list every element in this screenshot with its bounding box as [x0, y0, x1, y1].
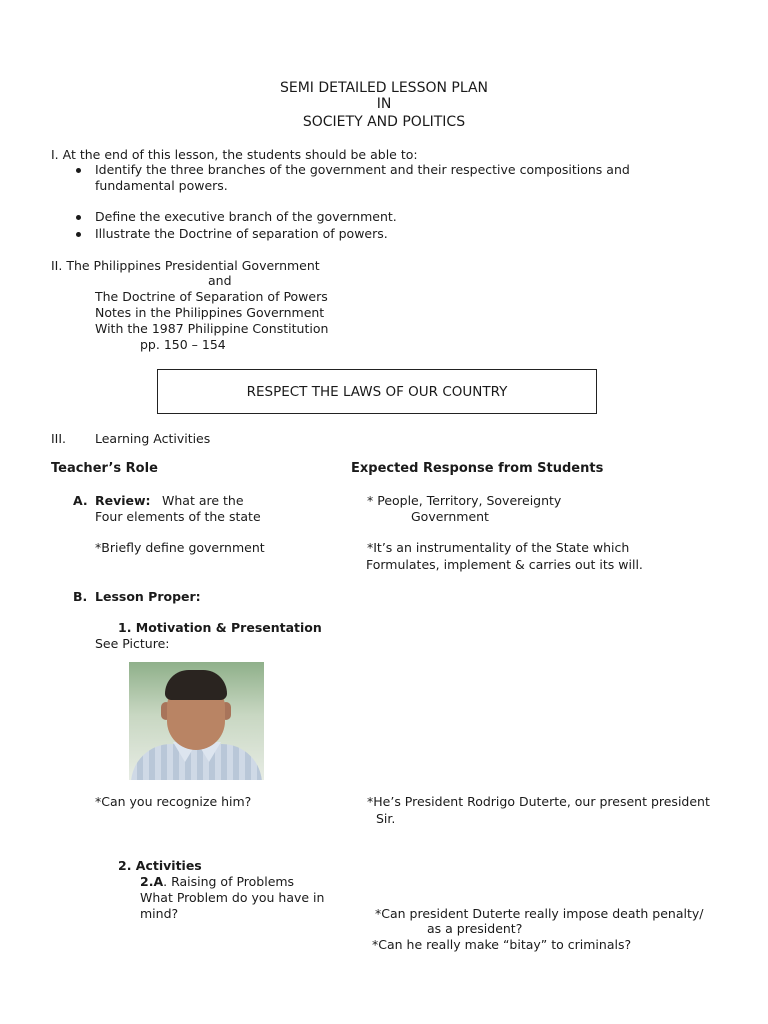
recognize-answer-1: *He’s President Rodrigo Duterte, our present president	[367, 794, 710, 809]
review-question-2: Four elements of the state	[95, 509, 261, 524]
student-column-header: Expected Response from Students	[351, 461, 604, 476]
value-box-text: RESPECT THE LAWS OF OUR COUNTRY	[246, 383, 508, 400]
bullet-icon	[76, 232, 81, 237]
bullet-icon	[76, 215, 81, 220]
lesson-letter: B.	[73, 589, 88, 604]
raising-number: 2.A	[140, 874, 164, 889]
motivation-heading: 1. Motivation & Presentation	[118, 620, 322, 635]
subject-line-1: II. The Philippines Presidential Government	[51, 258, 320, 273]
president-photo	[129, 662, 264, 780]
objective-item-1-cont: fundamental powers.	[95, 178, 228, 193]
teacher-column-header: Teacher’s Role	[51, 461, 158, 476]
lesson-label: Lesson Proper:	[95, 589, 201, 604]
subject-line-4: Notes in the Philippines Government	[95, 305, 325, 320]
subject-pages: pp. 150 – 154	[140, 337, 226, 352]
problem-question-2: mind?	[140, 906, 179, 921]
subject-line-3: The Doctrine of Separation of Powers	[95, 289, 328, 304]
recognize-question: *Can you recognize him?	[95, 794, 252, 809]
review-answer-1: * People, Territory, Sovereignty	[367, 493, 562, 508]
value-box	[157, 369, 597, 414]
title-line-3: SOCIETY AND POLITICS	[302, 114, 466, 130]
define-answer-1: *It’s an instrumentality of the State which	[367, 540, 630, 555]
recognize-answer-2: Sir.	[376, 811, 396, 826]
objective-item-1: Identify the three branches of the government and their respective compositions and	[95, 162, 630, 177]
section-numeral: III.	[51, 431, 67, 446]
problem-answer-1: *Can president Duterte really impose death penalty/	[375, 906, 704, 921]
see-picture-label: See Picture:	[95, 636, 170, 651]
objective-item-3: Illustrate the Doctrine of separation of powers.	[95, 226, 388, 241]
title-line-2: IN	[376, 96, 392, 112]
problem-question-1: What Problem do you have in	[140, 890, 325, 905]
review-letter: A.	[73, 493, 88, 508]
activities-heading: 2. Activities	[118, 858, 202, 873]
review-question-1: What are the	[162, 493, 244, 508]
problem-answer-3: *Can he really make “bitay” to criminals?	[372, 937, 632, 952]
photo-hair	[165, 670, 227, 700]
objectives-intro: I. At the end of this lesson, the students should be able to:	[51, 147, 418, 162]
review-answer-2: Government	[411, 509, 489, 524]
bullet-icon	[76, 168, 81, 173]
raising-problems	[140, 874, 294, 890]
raising-label: . Raising of Problems	[163, 874, 295, 889]
title-line-1: SEMI DETAILED LESSON PLAN	[279, 80, 489, 96]
subject-line-2: and	[208, 273, 232, 288]
objective-item-2: Define the executive branch of the government.	[95, 209, 397, 224]
define-question: *Briefly define government	[95, 540, 265, 555]
review-label: Review:	[95, 493, 151, 508]
define-answer-2: Formulates, implement & carries out its will.	[366, 557, 643, 572]
problem-answer-2: as a president?	[427, 921, 523, 936]
subject-line-5: With the 1987 Philippine Constitution	[95, 321, 329, 336]
section-heading: Learning Activities	[95, 431, 211, 446]
